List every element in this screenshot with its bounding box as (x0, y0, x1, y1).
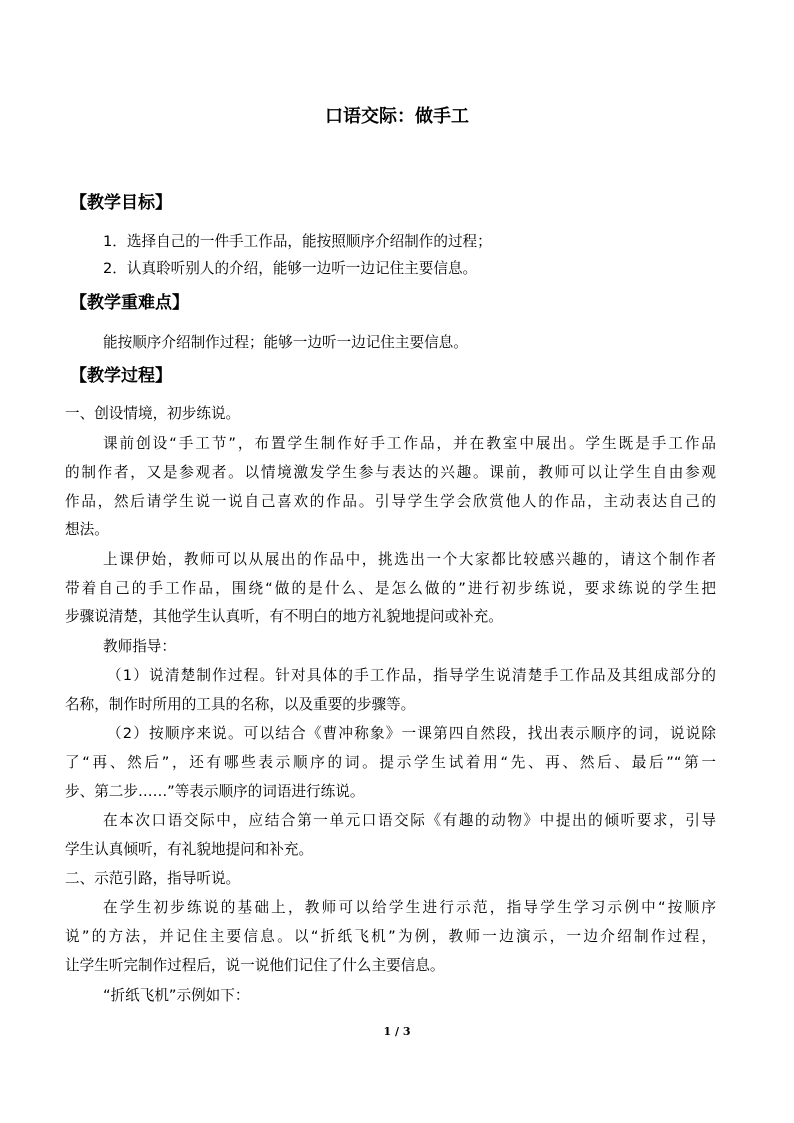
paragraph-line: 想法。 (65, 521, 109, 538)
paragraph-line: 步骤说清楚，其他学生认真听，有不明白的地方礼貌地提问或补充。 (65, 608, 503, 625)
paragraph-line: （1）说清楚制作过程。针对具体的手工作品，指导学生说清楚手工作品及其组成部分的 (107, 667, 716, 684)
example-label: “折纸飞机”示例如下： (103, 987, 250, 1004)
part1-title: 一、创设情境，初步练说。 (65, 405, 241, 422)
teacher-guide-label: 教师指导： (103, 638, 176, 655)
paragraph-line: 在学生初步练说的基础上，教师可以给学生进行示范，指导学生学习示例中“按顺序 (103, 899, 716, 916)
paragraph-line: 在本次口语交际中，应结合第一单元口语交际《有趣的动物》中提出的倾听要求，引导 (103, 812, 716, 829)
page-title: 口语交际：做手工 (325, 106, 469, 127)
paragraph-line: 步、第二步……”等表示顺序的词语进行练说。 (65, 783, 365, 800)
goal-item-1: 1．选择自己的一件手工作品，能按照顺序介绍制作的过程； (103, 233, 492, 250)
paragraph-line: 带着自己的手工作品，围绕“做的是什么、是怎么做的”进行初步练说，要求练说的学生把 (65, 580, 716, 597)
paragraph-line: 学生认真倾听，有礼貌地提问和补充。 (65, 841, 314, 858)
paragraph-line: 课前创设“手工节”，布置学生制作好手工作品，并在教室中展出。学生既是手工作品 (103, 435, 716, 452)
section-heading-key-points: 【教学重难点】 (70, 293, 189, 313)
key-points-text: 能按顺序介绍制作过程；能够一边听一边记住主要信息。 (103, 334, 468, 351)
paragraph-line: 名称，制作时所用的工具的名称，以及重要的步骤等。 (65, 696, 416, 713)
paragraph-line: （2）按顺序来说。可以结合《曹冲称象》一课第四自然段，找出表示顺序的词，说说除 (107, 725, 716, 742)
paragraph-line: 让学生听完制作过程后，说一说他们记住了什么主要信息。 (65, 957, 445, 974)
page-number: 1 / 3 (383, 1025, 411, 1038)
paragraph-line: 的制作者，又是参观者。以情境激发学生参与表达的兴趣。课前，教师可以让学生自由参观 (65, 464, 716, 481)
goal-item-2: 2．认真聆听别人的介绍，能够一边听一边记住主要信息。 (103, 260, 478, 277)
paragraph-line: 上课伊始，教师可以从展出的作品中，挑选出一个大家都比较感兴趣的，请这个制作者 (103, 551, 716, 568)
part2-title: 二、示范引路，指导听说。 (65, 870, 241, 887)
paragraph-line: 作品，然后请学生说一说自己喜欢的作品。引导学生学会欣赏他人的作品，主动表达自己的 (65, 493, 716, 510)
paragraph-line: 了“再、然后”，还有哪些表示顺序的词。提示学生试着用“先、再、然后、最后”“第一 (65, 754, 716, 771)
paragraph-line: 说”的方法，并记住主要信息。以“折纸飞机”为例，教师一边演示，一边介绍制作过程， (65, 928, 716, 945)
section-heading-process: 【教学过程】 (70, 366, 172, 386)
section-heading-goals: 【教学目标】 (70, 193, 172, 213)
